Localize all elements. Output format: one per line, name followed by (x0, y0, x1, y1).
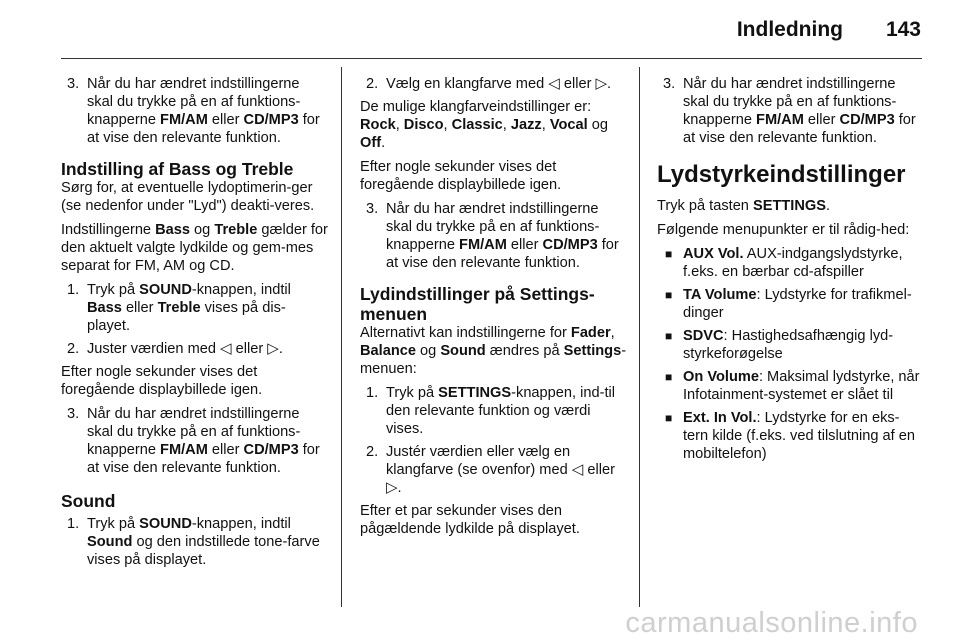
paragraph: Efter nogle sekunder vises det foregående displaybillede igen. (360, 159, 562, 193)
page-title: Indledning (736, 18, 843, 41)
watermark: carmanualsonline.info (625, 607, 918, 639)
column-divider-2 (639, 67, 640, 607)
bullet-icon: ■ (665, 329, 673, 343)
list-item: 1. Tryk på SETTINGS-knappen, ind-til den relevante funktion og værdi vises. (366, 385, 615, 437)
list-item: ■ Ext. In Vol.: Lydstyrke for en eks-tern kilde (f.eks. ved tilslutning af en mobiltelefon) (665, 410, 915, 462)
section-heading: Lydindstillinger på Settings-menuen (360, 284, 595, 324)
left-arrow-icon: ◁ (571, 461, 584, 478)
column-3 (657, 75, 921, 468)
right-arrow-icon: ▷ (386, 479, 398, 496)
left-arrow-icon: ◁ (220, 340, 232, 357)
list-item: ■ On Volume: Maksimal lydstyrke, når Infotainment-systemet er slået til (665, 369, 920, 403)
list-item: 3. Når du har ændret indstillingerne skal du trykke på en af funktions-knapperne FM/AM eller CD/MP3 for at vise den relevante funktion. (663, 76, 916, 146)
paragraph: Alternativt kan indstillingerne for Fader, Balance og Sound ændres på Settings-menuen: (360, 325, 627, 377)
column-1 (61, 75, 328, 574)
right-arrow-icon: ▷ (595, 75, 608, 92)
list-item: 2. Juster værdien med ◁ eller ▷. (67, 340, 283, 357)
list-item: 3. Når du har ændret indstillingerne skal du trykke på en af funktions-knapperne FM/AM eller CD/MP3 for at vise den relevante funktion. (67, 76, 320, 146)
bullet-icon: ■ (665, 288, 673, 302)
list-item: 3. Når du har ændret indstillingerne skal du trykke på en af funktions-knapperne FM/AM eller CD/MP3 for at vise den relevante funktion. (67, 406, 320, 476)
bullet-icon: ■ (665, 370, 673, 384)
list-item: ■ AUX Vol. AUX-indgangslydstyrke, f.eks. en bærbar cd-afspiller (665, 246, 903, 280)
list-item: ■ SDVC: Hastighedsafhængig lyd-styrkeforøgelse (665, 328, 894, 362)
list-item: 1. Tryk på SOUND-knappen, indtil Bass eller Treble vises på dis-playet. (67, 282, 291, 334)
list-item: 1. Tryk på SOUND-knappen, indtil Sound og den indstillede tone-farve vises på displayet. (67, 516, 320, 568)
paragraph: Indstillingerne Bass og Treble gælder for den aktuelt valgte lydkilde og gem-mes separat for FM, AM og CD. (61, 222, 328, 274)
bullet-icon: ■ (665, 247, 673, 261)
column-divider-1 (341, 67, 342, 607)
paragraph: Følgende menupunkter er til rådig-hed: (657, 222, 910, 238)
paragraph: Sørg for, at eventuelle lydoptimerin-ger (se nedenfor under "Lyd") deakti-veres. (61, 180, 315, 214)
paragraph: De mulige klangfarveindstillinger er: Rock, Disco, Classic, Jazz, Vocal og Off. (360, 99, 608, 151)
paragraph: Efter et par sekunder vises den pågældende lydkilde på displayet. (360, 503, 580, 537)
paragraph: Efter nogle sekunder vises det foregående displaybillede igen. (61, 364, 263, 398)
paragraph: Tryk på tasten SETTINGS. (657, 198, 831, 214)
right-arrow-icon: ▷ (267, 340, 279, 357)
bullet-icon: ■ (665, 411, 673, 425)
section-heading: Sound (61, 491, 116, 511)
section-heading: Indstilling af Bass og Treble (61, 159, 294, 179)
left-arrow-icon: ◁ (548, 75, 560, 92)
list-item: ■ TA Volume: Lydstyrke for trafikmel-dinger (665, 287, 912, 321)
header-divider (61, 58, 922, 59)
section-heading: Lydstyrkeindstillinger (657, 161, 906, 188)
list-item: 3. Når du har ændret indstillingerne skal du trykke på en af funktions-knapperne FM/AM eller CD/MP3 for at vise den relevante funktion. (366, 201, 619, 271)
page-number: 143 (885, 18, 921, 41)
column-2 (360, 75, 628, 544)
list-item: 2. Vælg en klangfarve med ◁ eller ▷. (366, 75, 612, 92)
page-header (0, 0, 960, 60)
list-item: 2. Justér værdien eller vælg en klangfarve (se ovenfor) med ◁ eller ▷. (366, 444, 615, 496)
